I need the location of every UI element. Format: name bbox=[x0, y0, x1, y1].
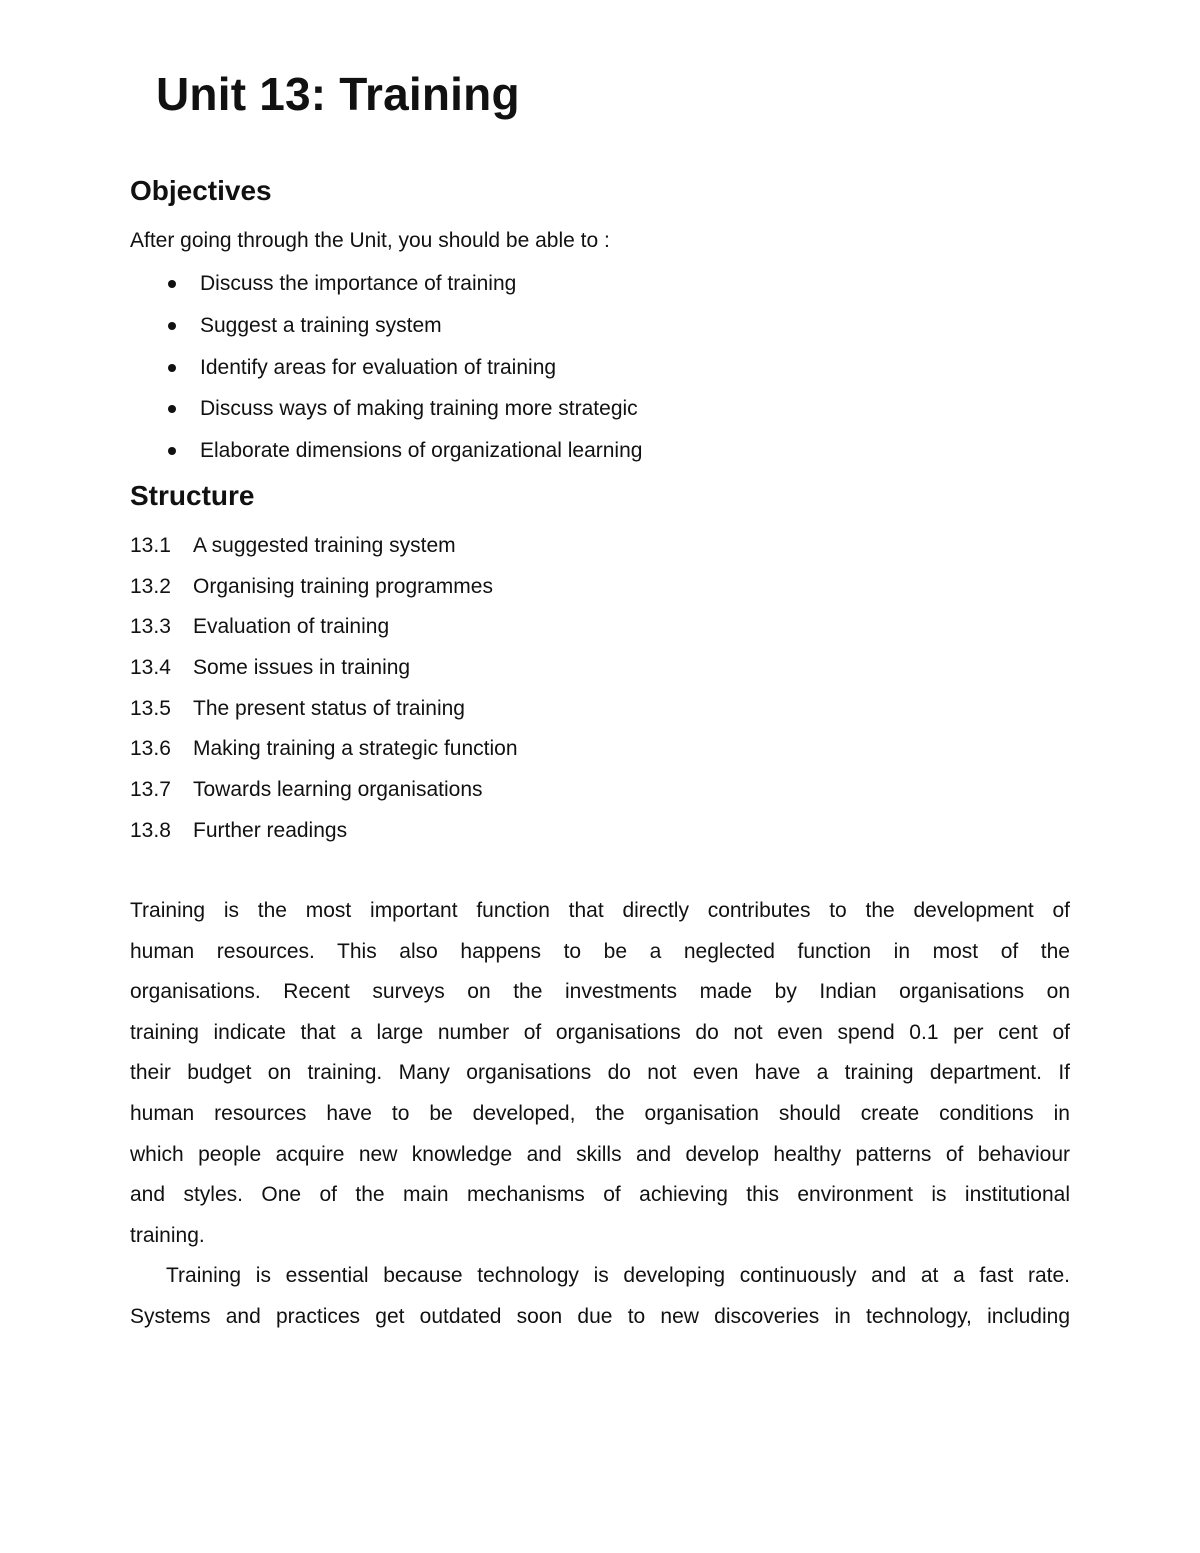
section-title: Further readings bbox=[193, 818, 348, 842]
section-title: Towards learning organisations bbox=[193, 778, 483, 802]
section-number: 13.6 bbox=[130, 737, 171, 761]
paragraph-line: their budget on training. Many organisations do not even have a training department. If bbox=[130, 1061, 1070, 1084]
paragraph-line: training indicate that a large number of organisations do not even spend 0.1 per cent of bbox=[130, 1021, 1070, 1044]
section-number: 13.3 bbox=[130, 615, 171, 639]
paragraph-line: organisations. Recent surveys on the investments made by Indian organisations on bbox=[130, 980, 1070, 1003]
section-number: 13.1 bbox=[130, 534, 171, 557]
section-number: 13.4 bbox=[130, 656, 171, 680]
structure-list bbox=[0, 530, 1200, 856]
bullet-icon bbox=[168, 364, 176, 372]
objective-text: Suggest a training system bbox=[200, 313, 442, 337]
objective-item bbox=[0, 352, 1200, 394]
objectives-intro: After going through the Unit, you should be able to : bbox=[130, 229, 610, 252]
structure-heading: Structure bbox=[130, 480, 255, 511]
objective-item bbox=[0, 393, 1200, 435]
section-number: 13.7 bbox=[130, 778, 171, 802]
objectives-heading: Objectives bbox=[130, 175, 272, 206]
structure-item bbox=[0, 815, 1200, 856]
unit-title: Unit 13: Training bbox=[156, 68, 520, 120]
structure-item bbox=[0, 774, 1200, 815]
structure-item bbox=[0, 530, 1200, 571]
bullet-icon bbox=[168, 322, 176, 330]
structure-item bbox=[0, 652, 1200, 693]
paragraph-line: human resources. This also happens to be a neglected function in most of the bbox=[130, 940, 1070, 963]
objective-item bbox=[0, 435, 1200, 477]
objective-text: Discuss ways of making training more strategic bbox=[200, 397, 638, 421]
objective-item bbox=[0, 310, 1200, 352]
section-title: A suggested training system bbox=[193, 534, 456, 557]
structure-item bbox=[0, 693, 1200, 734]
objective-text: Discuss the importance of training bbox=[200, 272, 517, 295]
section-title: The present status of training bbox=[193, 696, 465, 720]
structure-item bbox=[0, 611, 1200, 652]
paragraph-line: Training is essential because technology is developing continuously and at a fast rate. bbox=[166, 1264, 1070, 1287]
bullet-icon bbox=[168, 405, 176, 413]
section-title: Evaluation of training bbox=[193, 615, 390, 639]
structure-item bbox=[0, 571, 1200, 612]
paragraph-line: Training is the most important function that directly contributes to the development of bbox=[130, 899, 1070, 922]
objectives-list bbox=[0, 268, 1200, 477]
section-number: 13.2 bbox=[130, 574, 171, 598]
paragraph-line: human resources have to be developed, the organisation should create conditions in bbox=[130, 1102, 1070, 1125]
section-number: 13.8 bbox=[130, 818, 171, 842]
bullet-icon bbox=[168, 447, 176, 455]
paragraph-line: training. bbox=[130, 1224, 205, 1247]
objective-text: Elaborate dimensions of organizational learning bbox=[200, 439, 643, 463]
paragraph-line: Systems and practices get outdated soon due to new discoveries in technology, including bbox=[130, 1305, 1070, 1328]
paragraph-line: and styles. One of the main mechanisms of achieving this environment is institutional bbox=[130, 1183, 1070, 1206]
structure-item bbox=[0, 733, 1200, 774]
section-title: Making training a strategic function bbox=[193, 737, 518, 761]
section-title: Some issues in training bbox=[193, 656, 411, 680]
objective-text: Identify areas for evaluation of training bbox=[200, 355, 557, 379]
section-number: 13.5 bbox=[130, 696, 171, 720]
paragraph-line: which people acquire new knowledge and skills and develop healthy patterns of behaviour bbox=[130, 1143, 1070, 1166]
section-title: Organising training programmes bbox=[193, 574, 493, 598]
bullet-icon bbox=[168, 280, 176, 288]
objective-item bbox=[0, 268, 1200, 310]
